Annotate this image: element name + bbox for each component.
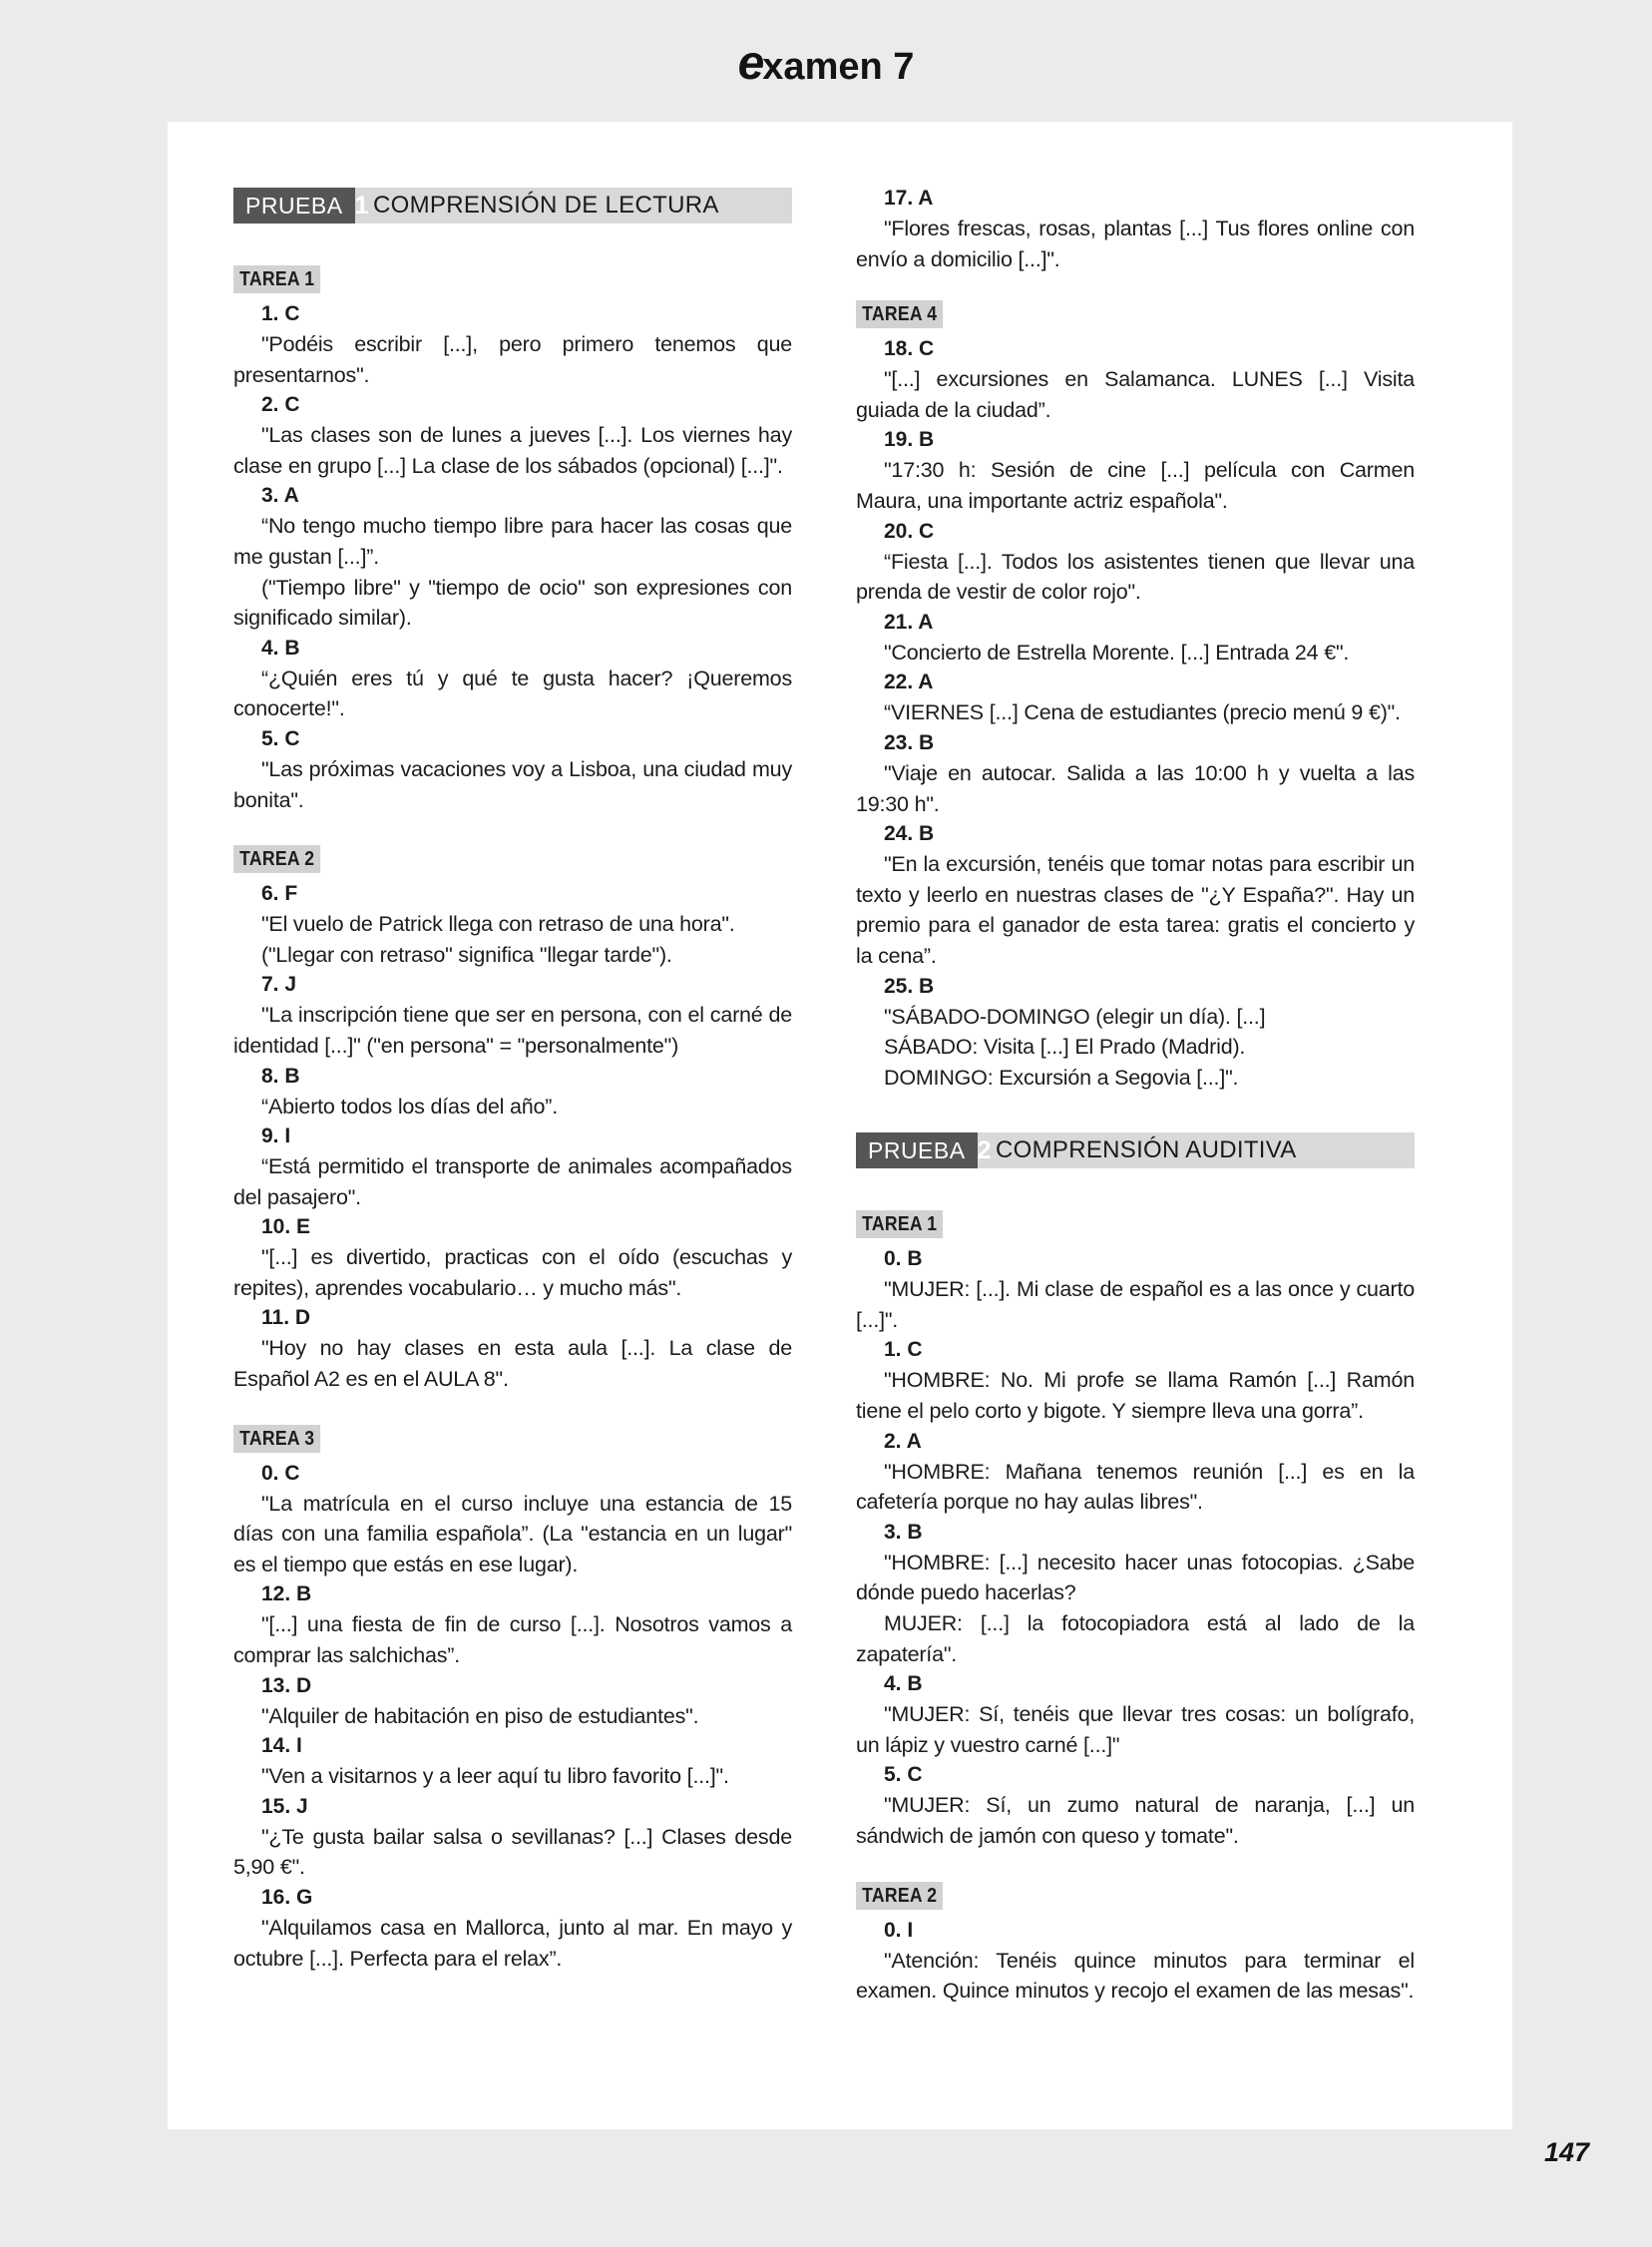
answer-item [856,608,1415,669]
left-tarea-3 [233,1421,792,1975]
answer-item [856,668,1415,728]
answer-key: 22. A [884,671,934,694]
answer-key: 10. E [261,1215,311,1239]
answer-key: 5. C [261,726,300,750]
answer-explanation: "Las clases son de lunes a jueves [...]. Los viernes hay clase en grupo [...] La clase de los sábados (opcional) [...]". [233,423,792,478]
answer-key: 5. C [884,1763,923,1787]
answer-explanation: "Concierto de Estrella Morente. [...] Entrada 24 €". [884,640,1350,665]
answer-item [233,1062,792,1123]
answer-item [233,1122,792,1212]
answer-explanation: "En la excursión, tenéis que tomar notas para escribir un texto y leerlo en nuestras clases de "¿Y España?". Hay un premio para el ganador de esta tarea: gratis el concierto y la cena”. [856,852,1415,968]
tarea-label: TAREA 1 [856,1210,944,1238]
answer-explanation: "[...] una fiesta de fin de curso [...]. Nosotros vamos a comprar las salchichas”. [233,1612,792,1668]
answer-item [233,390,792,481]
answer-key: 8. B [261,1064,300,1088]
answer-item [233,481,792,633]
answer-item [856,1669,1415,1760]
answer-key: 15. J [261,1794,308,1818]
answer-item [233,1579,792,1670]
answer-explanation: "Podéis escribir [...], pero primero tenemos que presentarnos". [233,332,792,387]
answer-item [856,425,1415,516]
answer-explanation: ("Tiempo libre" y "tiempo de ocio" son expresiones con significado similar). [233,575,792,631]
answer-key: 0. I [884,1918,914,1942]
answer-key: 7. J [261,973,297,997]
answer-item [233,1212,792,1303]
answer-item [233,299,792,390]
title-rest: xamen 7 [762,46,915,88]
answer-key: 0. C [261,1461,300,1485]
answer-item [233,1303,792,1394]
answer-explanation: "[...] es divertido, practicas con el oído (escuchas y repites), aprendes vocabulario… y mucho más". [233,1245,792,1300]
title-initial: e [737,37,763,90]
answer-explanation: "MUJER: Sí, tenéis que llevar tres cosas: un bolígrafo, un lápiz y vuestro carné [...]" [856,1702,1415,1757]
answer-explanation: "La matrícula en el curso incluye una estancia de 15 días con una familia española”. (La "estancia en un lugar" es el tiempo que estás en ese lugar). [233,1491,792,1576]
answer-item [856,1916,1415,2007]
answer-item [856,728,1415,819]
answer-explanation: "MUJER: Sí, un zumo natural de naranja, [...] un sándwich de jamón con queso y tomate". [856,1793,1415,1848]
answer-key: 1. C [884,1338,923,1362]
tarea-label: TAREA 2 [233,845,321,873]
right-tarea-1 [856,1206,1415,1851]
answer-key: 0. B [884,1247,923,1271]
answer-explanation: "HOMBRE: [...] necesito hacer unas fotocopias. ¿Sabe dónde puedo hacerlas? [856,1550,1415,1605]
answer-explanation: "HOMBRE: Mañana tenemos reunión [...] es en la cafetería porque no hay aulas libres". [856,1459,1415,1515]
answer-item [233,1671,792,1732]
answer-explanation: “Está permitido el transporte de animales acompañados del pasajero". [233,1154,792,1209]
answer-item [233,1883,792,1974]
answer-item [233,970,792,1061]
left-tarea-2 [233,841,792,1395]
answer-key: 18. C [884,337,935,361]
prueba-2-number: 2 [977,1135,992,1164]
right-column [856,184,1415,2032]
answer-explanation: “Fiesta [...]. Todos los asistentes tienen que llevar una prenda de vestir de color rojo". [856,549,1415,605]
answer-key: 25. B [884,974,935,998]
answer-key: 9. I [261,1124,291,1148]
answer-item [856,1335,1415,1426]
answer-key: 13. D [261,1673,312,1697]
answer-explanation: SÁBADO: Visita [...] El Prado (Madrid). [884,1035,1246,1060]
answer-key: 2. A [884,1429,922,1453]
answer-item [856,517,1415,608]
prueba-2-title: COMPRENSIÓN AUDITIVA [996,1136,1297,1164]
answer-key: 20. C [884,519,935,543]
answer-key: 23. B [884,730,935,754]
tarea-label: TAREA 1 [233,265,321,293]
answer-explanation: “¿Quién eres tú y qué te gusta hacer? ¡Queremos conocerte!". [233,666,792,721]
answer-explanation: "Atención: Tenéis quince minutos para terminar el examen. Quince minutos y recojo el examen de las mesas". [856,1948,1415,2004]
answer-item [856,1760,1415,1851]
answer-key: 16. G [261,1886,313,1909]
right-tarea-2 [856,1878,1415,2007]
prueba-1-header [233,188,792,224]
answer-key: 4. B [261,636,300,660]
answer-explanation: "¿Te gusta bailar salsa o sevillanas? [...] Clases desde 5,90 €". [233,1824,792,1880]
answer-key: 2. C [261,393,300,417]
answer-explanation: "17:30 h: Sesión de cine [...] película con Carmen Maura, una importante actriz española". [856,458,1415,513]
answer-item [856,1518,1415,1669]
answer-key: 1. C [261,302,300,325]
tarea-label: TAREA 2 [856,1882,944,1910]
answer-item [233,879,792,970]
answer-item [856,819,1415,971]
answer-explanation: "Viaje en autocar. Salida a las 10:00 h y vuelta a las 19:30 h". [856,760,1415,816]
answer-explanation: ("Llegar con retraso" significa "llegar tarde"). [261,942,672,967]
answer-key: 11. D [261,1306,311,1330]
answer-explanation: "El vuelo de Patrick llega con retraso de una hora". [261,912,735,937]
answer-item [233,1459,792,1580]
answer-explanation: "MUJER: [...]. Mi clase de español es a las once y cuarto [...]". [856,1277,1415,1332]
answer-explanation: "Alquiler de habitación en piso de estudiantes". [261,1703,699,1728]
tarea-label: TAREA 4 [856,300,944,328]
answer-item [233,1731,792,1792]
answer-key: 4. B [884,1672,923,1696]
left-column [233,188,792,2000]
answer-explanation: "Ven a visitarnos y a leer aquí tu libro favorito [...]". [261,1764,729,1789]
answer-item [856,1244,1415,1335]
answer-key: 12. B [261,1582,312,1606]
answer-item [856,1427,1415,1518]
answer-key: 24. B [884,822,935,846]
answer-explanation: "Flores frescas, rosas, plantas [...] Tus flores online con envío a domicilio [...]". [856,217,1415,271]
prueba-2-header [856,1132,1415,1168]
answer-explanation: "HOMBRE: No. Mi profe se llama Ramón [...] Ramón tiene el pelo corto y bigote. Y siempre lleva una gorra”. [856,1368,1415,1424]
answer-explanation: "Alquilamos casa en Mallorca, junto al mar. En mayo y octubre [...]. Perfecta para el relax”. [233,1916,792,1971]
answer-key: 3. B [884,1520,923,1544]
answer-explanation: "La inscripción tiene que ser en persona, con el carné de identidad [...]" ("en persona" = "personalmente") [233,1003,792,1058]
answer-explanation: "Hoy no hay clases en esta aula [...]. La clase de Español A2 es en el AULA 8". [233,1336,792,1392]
answer-explanation: "Las próximas vacaciones voy a Lisboa, una ciudad muy bonita". [233,756,792,812]
left-tarea-1 [233,261,792,815]
prueba-1-tag: PRUEBA 1 [233,188,355,224]
page-number: 147 [1544,2137,1590,2167]
answer-key: 17. A [884,187,934,210]
answer-key: 6. F [261,882,298,906]
answer-explanation: “Abierto todos los días del año”. [261,1094,558,1119]
prueba-2-tag: PRUEBA 2 [856,1132,978,1168]
answer-explanation: "SÁBADO-DOMINGO (elegir un día). [...] [884,1004,1266,1029]
answer-explanation: “VIERNES [...] Cena de estudiantes (precio menú 9 €)". [884,700,1401,725]
answer-key: 21. A [884,610,934,634]
answer-explanation: DOMINGO: Excursión a Segovia [...]". [884,1065,1239,1090]
answer-item [856,334,1415,425]
answer-item [856,184,1415,274]
answer-key: 3. A [261,484,299,508]
page-header-title [0,36,1652,91]
right-tarea-4 [856,296,1415,1093]
answer-item [233,724,792,815]
answer-item [856,972,1415,1094]
answer-explanation: “No tengo mucho tiempo libre para hacer las cosas que me gustan [...]”. [233,514,792,569]
prueba-1-number: 1 [354,191,369,220]
answer-item [233,634,792,724]
tarea-label: TAREA 3 [233,1425,321,1453]
right-tarea-3-continued [856,184,1415,274]
answer-explanation: MUJER: [...] la fotocopiadora está al lado de la zapatería". [856,1611,1415,1666]
answer-key: 14. I [261,1734,302,1758]
prueba-1-title: COMPRENSIÓN DE LECTURA [373,192,719,219]
answer-item [233,1792,792,1883]
answer-sheet [168,122,1512,2129]
answer-key: 19. B [884,428,935,452]
answer-explanation: "[...] excursiones en Salamanca. LUNES [...] Visita guiada de la ciudad”. [856,367,1415,422]
